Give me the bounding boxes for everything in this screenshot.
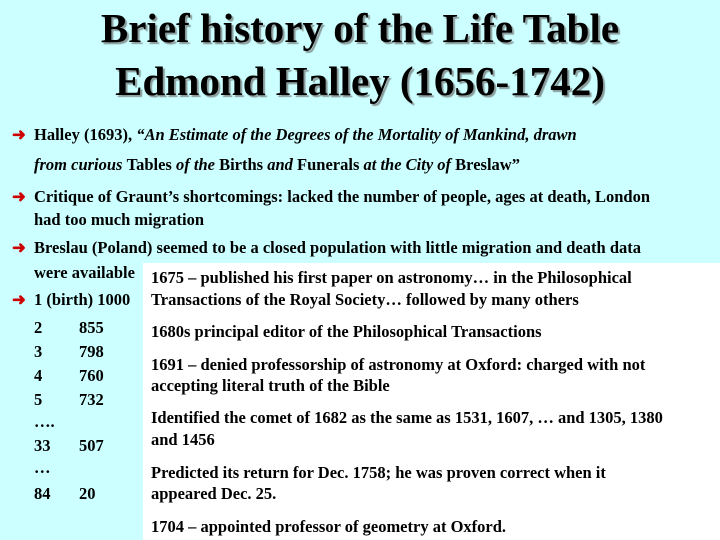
slide-title-line1: Brief history of the Life Table bbox=[100, 5, 620, 51]
text-italic: from curious bbox=[34, 155, 127, 174]
panel-line: Predicted its return for Dec. 1758; he was proven correct when it bbox=[151, 463, 606, 482]
arrow-bullet-icon: ➜ bbox=[12, 187, 26, 206]
text-italic: and bbox=[267, 155, 298, 174]
panel-line: accepting literal truth of the Bible bbox=[151, 376, 390, 395]
bullet-graunt-critique bbox=[12, 189, 650, 206]
life-table-value: 732 bbox=[79, 390, 104, 409]
life-table-value: 507 bbox=[79, 436, 104, 455]
bullet-text: Critique of Graunt’s shortcomings: lacked the number of people, ages at death, London bbox=[34, 187, 651, 206]
bullet-text-italic: “An Estimate of the Degrees of the Mortality of Mankind, drawn bbox=[136, 125, 577, 144]
panel-line: 1675 – published his first paper on astronomy… in the Philosophical bbox=[151, 268, 632, 287]
halley-biography-panel bbox=[143, 263, 720, 540]
life-table-value: 798 bbox=[79, 342, 104, 361]
bullet-text: Halley (1693), bbox=[34, 125, 137, 144]
life-table-first-row: 1 (birth) 1000 bbox=[34, 290, 131, 309]
text-plain: Tables bbox=[126, 155, 176, 174]
slide-title-line2: Edmond Halley (1656-1742) bbox=[115, 58, 605, 104]
life-table-age: …. bbox=[34, 412, 55, 431]
life-table-value: 855 bbox=[79, 318, 104, 337]
arrow-bullet-icon: ➜ bbox=[12, 290, 26, 309]
life-table-age: … bbox=[34, 458, 51, 477]
bullet-breslau-cont: were available bbox=[34, 263, 135, 282]
bullet-halley-1693-cont bbox=[34, 157, 520, 174]
arrow-bullet-icon: ➜ bbox=[12, 238, 26, 257]
text-italic: of the bbox=[175, 155, 220, 174]
bullet-graunt-critique-cont: had too much migration bbox=[34, 210, 205, 229]
life-table-age: 84 bbox=[34, 484, 51, 503]
life-table-value: 20 bbox=[79, 484, 96, 503]
panel-line: appeared Dec. 25. bbox=[151, 484, 277, 503]
bullet-breslau bbox=[12, 240, 641, 257]
life-table-age: 3 bbox=[34, 342, 43, 361]
panel-line: Identified the comet of 1682 as the same as 1531, 1607, … and 1305, 1380 bbox=[151, 408, 663, 427]
text-plain: Births bbox=[219, 155, 268, 174]
text-italic: at the City of bbox=[363, 155, 456, 174]
text-plain: Breslaw” bbox=[455, 155, 520, 174]
life-table-age: 4 bbox=[34, 366, 43, 385]
text-plain: Funerals bbox=[297, 155, 364, 174]
panel-line: and 1456 bbox=[151, 430, 215, 449]
bullet-text: Breslau (Poland) seemed to be a closed population with little migration and death data bbox=[34, 238, 642, 257]
life-table-value: 760 bbox=[79, 366, 104, 385]
bullet-halley-1693 bbox=[12, 127, 577, 144]
life-table-age: 5 bbox=[34, 390, 43, 409]
bullet-life-table-start bbox=[12, 292, 130, 309]
panel-line: Transactions of the Royal Society… followed by many others bbox=[151, 290, 579, 309]
panel-line: 1680s principal editor of the Philosophical Transactions bbox=[151, 322, 542, 341]
panel-line: 1704 – appointed professor of geometry at Oxford. bbox=[151, 517, 507, 536]
arrow-bullet-icon: ➜ bbox=[12, 125, 26, 144]
life-table-age: 2 bbox=[34, 318, 43, 337]
life-table-age: 33 bbox=[34, 436, 51, 455]
panel-line: 1691 – denied professorship of astronomy at Oxford: charged with not bbox=[151, 355, 646, 374]
